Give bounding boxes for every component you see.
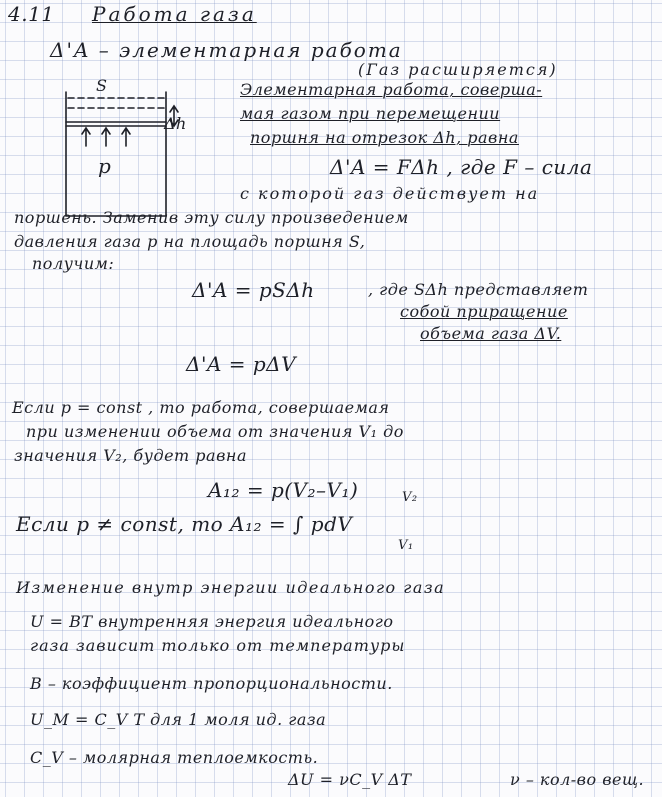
definition-term: Δ'A – элементарная работа bbox=[50, 38, 403, 62]
formula-psdh: Δ'A = pSΔh bbox=[192, 278, 315, 302]
figure-label-s: S bbox=[96, 76, 108, 95]
heading-internal-energy: Изменение внутр энергии идеального газа bbox=[16, 578, 446, 597]
text-line-11: собой приращение bbox=[400, 302, 568, 321]
text-line-28: ν – кол-во вещ. bbox=[510, 770, 645, 789]
formula-integral: Если p ≠ const, то A₁₂ = ∫ pdV bbox=[16, 512, 353, 536]
text-line-5: с которой газ действует на bbox=[240, 184, 540, 203]
formula-pdv: Δ'A = pΔV bbox=[186, 352, 297, 376]
section-number: 4.11 bbox=[8, 2, 55, 26]
section-title: Работа газа bbox=[92, 2, 257, 26]
text-line-23: газа зависит только от температуры bbox=[30, 636, 406, 655]
piston-figure bbox=[60, 76, 187, 218]
figure-label-p: p bbox=[98, 154, 112, 178]
formula-du: ΔU = νC_V ΔT bbox=[288, 770, 412, 789]
integral-upper-limit: V₂ bbox=[402, 490, 418, 505]
text-line-14: Если p = const , то работа, совершаемая bbox=[12, 398, 390, 417]
text-line-15: при изменении объема от значения V₁ до bbox=[26, 422, 404, 441]
text-line-6: поршень. Заменив эту силу произведением bbox=[14, 208, 409, 227]
formula-force: Δ'A = FΔh , где F – сила bbox=[330, 155, 593, 179]
text-line-16: значения V₂, будет равна bbox=[14, 446, 247, 465]
text-line-22: U = BT внутренняя энергия идеального bbox=[30, 612, 394, 631]
text-line-1: Элементарная работа, соверша- bbox=[240, 80, 543, 99]
text-line-26: C_V – молярная теплоемкость. bbox=[30, 748, 319, 767]
text-line-24: B – коэффициент пропорциональности. bbox=[30, 674, 393, 693]
piston-diagram bbox=[60, 78, 180, 218]
text-line-7: давления газа p на площадь поршня S, bbox=[14, 232, 366, 251]
text-line-12: объема газа ΔV. bbox=[420, 324, 562, 343]
definition-note: (Газ расширяется) bbox=[358, 60, 558, 79]
figure-label-dh: Δh bbox=[164, 114, 187, 133]
text-line-2: мая газом при перемещении bbox=[240, 104, 501, 123]
text-line-3: поршня на отрезок Δh, равна bbox=[250, 128, 519, 147]
formula-a12: A₁₂ = p(V₂–V₁) bbox=[208, 478, 359, 502]
text-line-10: , где SΔh представляет bbox=[368, 280, 589, 299]
text-line-8: получим: bbox=[32, 254, 115, 273]
formula-um: U_M = C_V T для 1 моля ид. газа bbox=[30, 710, 327, 729]
integral-lower-limit: V₁ bbox=[398, 538, 414, 553]
